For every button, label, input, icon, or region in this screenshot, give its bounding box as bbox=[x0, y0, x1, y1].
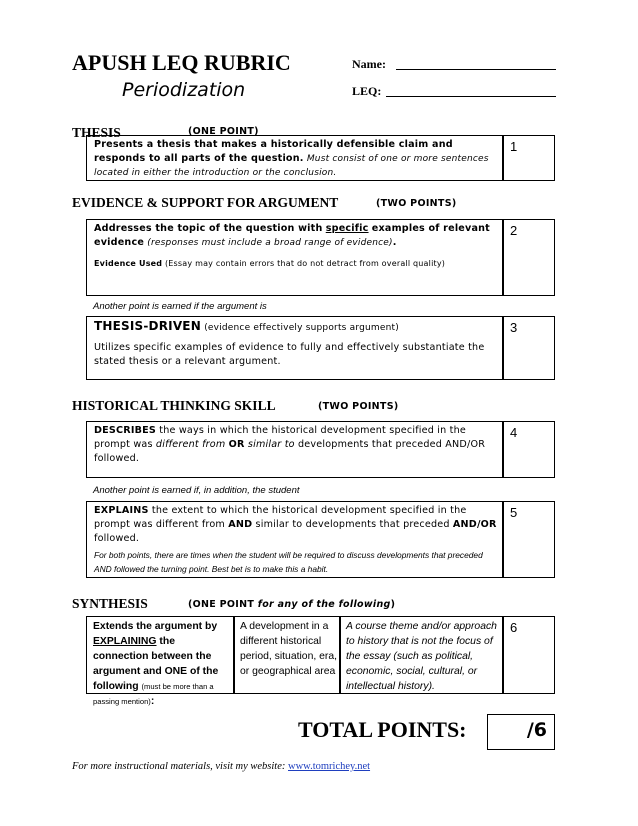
thesis-text: Presents a thesis that makes a historically defensible claim and responds to all parts of the question. bbox=[94, 139, 453, 164]
evidence-criteria-box bbox=[86, 219, 503, 296]
synthesis-col1-a: Extends the argument by bbox=[93, 621, 218, 632]
describes-or: OR bbox=[228, 439, 245, 450]
describes-similar: similar to bbox=[247, 439, 295, 450]
evidence-score-box-1[interactable] bbox=[503, 219, 555, 296]
describes-different: different from bbox=[155, 439, 226, 450]
total-box[interactable] bbox=[487, 714, 555, 750]
evidence-specific: specific bbox=[325, 223, 369, 234]
thesis-criteria-box bbox=[86, 135, 503, 181]
thesis-points: (ONE POINT) bbox=[188, 126, 259, 137]
evidence-text-a: Addresses the topic of the question with bbox=[94, 223, 323, 234]
explains-text-a: the extent to which the historical development specified in the prompt was different from bbox=[94, 505, 467, 530]
describes-text-a: the ways in which the historical development specified in the prompt was bbox=[94, 425, 467, 450]
htskill-score-box-1[interactable] bbox=[503, 421, 555, 478]
total-label: TOTAL POINTS: bbox=[298, 717, 467, 742]
htskill-score-number-1: 4 bbox=[510, 425, 518, 440]
thesis-score-box[interactable] bbox=[503, 135, 555, 181]
explains-box bbox=[86, 501, 503, 578]
explains-italic-note: For both points, there are times when the student will be required to discuss developments that preceded AND followed the turning point. Best bet is to make this a habit. bbox=[94, 550, 483, 574]
htskill-score-box-2[interactable] bbox=[503, 501, 555, 578]
synthesis-points-a: (ONE POINT bbox=[188, 599, 255, 610]
explains-text-b: similar to developments that preceded bbox=[255, 519, 450, 530]
name-field[interactable] bbox=[396, 58, 556, 70]
thesis-driven-paren: (evidence effectively supports argument) bbox=[204, 323, 399, 333]
synthesis-col1-small: (must be more than a passing mention) bbox=[93, 682, 214, 706]
synthesis-points-italic: for any of the following bbox=[257, 599, 391, 610]
synthesis-explaining: EXPLAINING bbox=[93, 636, 157, 647]
evidence-score-box-2[interactable] bbox=[503, 316, 555, 380]
synthesis-col2-text: A development in a different historical period, situation, era, or geographical area bbox=[240, 621, 338, 677]
footer bbox=[72, 761, 370, 772]
synthesis-points bbox=[188, 599, 395, 610]
synthesis-score-box[interactable] bbox=[503, 616, 555, 694]
evidence-title: EVIDENCE & SUPPORT FOR ARGUMENT bbox=[72, 195, 339, 210]
page-subtitle: Periodization bbox=[122, 79, 246, 101]
thesis-title: THESIS bbox=[72, 125, 121, 140]
total-value: /6 bbox=[526, 719, 547, 741]
leq-label: LEQ: bbox=[352, 84, 382, 98]
evidence-note: Another point is earned if the argument is bbox=[93, 301, 267, 312]
describes-label: DESCRIBES bbox=[94, 425, 156, 436]
describes-box bbox=[86, 421, 503, 478]
htskill-title: HISTORICAL THINKING SKILL bbox=[72, 398, 276, 413]
thesis-driven-title: THESIS-DRIVEN bbox=[94, 319, 201, 333]
explains-text-c: followed. bbox=[94, 533, 140, 544]
footer-link[interactable]: www.tomrichey.net bbox=[288, 761, 371, 772]
explains-and: AND bbox=[228, 519, 253, 530]
describes-text-b: developments that preceded AND/OR followed. bbox=[94, 439, 486, 464]
synthesis-points-b: ) bbox=[390, 599, 396, 610]
htskill-note: Another point is earned if, in addition, the student bbox=[93, 485, 300, 496]
evidence-score-number-2: 3 bbox=[510, 320, 518, 335]
evidence-text-b: examples of relevant evidence bbox=[94, 223, 490, 248]
evidence-end: . bbox=[392, 237, 397, 248]
leq-field[interactable] bbox=[386, 85, 556, 97]
htskill-score-number-2: 5 bbox=[510, 505, 518, 520]
htskill-points: (TWO POINTS) bbox=[318, 401, 399, 412]
synthesis-col3-text: A course theme and/or approach to history that is not the focus of the essay (such as political, economic, social, cultural, or intellectual history). bbox=[346, 621, 497, 692]
synthesis-col1-colon: : bbox=[150, 696, 155, 707]
thesis-note: Must consist of one or more sentences located in either the introduction or the conclusion. bbox=[94, 154, 489, 178]
footer-text: For more instructional materials, visit my website: bbox=[72, 761, 286, 772]
synthesis-col2 bbox=[234, 616, 340, 694]
evidence-italic: (responses must include a broad range of evidence) bbox=[147, 238, 393, 248]
name-label: Name: bbox=[352, 57, 386, 71]
thesis-driven-box bbox=[86, 316, 503, 380]
thesis-score-number: 1 bbox=[510, 139, 518, 154]
synthesis-col1-b: the connection between the argument and ONE of the following bbox=[93, 636, 219, 692]
evidence-used-label: Evidence Used bbox=[94, 259, 163, 268]
evidence-points: (TWO POINTS) bbox=[376, 198, 457, 209]
page-title: APUSH LEQ RUBRIC bbox=[72, 50, 291, 75]
evidence-score-number-1: 2 bbox=[510, 223, 518, 238]
thesis-driven-text: Utilizes specific examples of evidence to fully and effectively substantiate the stated thesis or a relevant argument. bbox=[94, 342, 485, 367]
evidence-used-text: (Essay may contain errors that do not detract from overall quality) bbox=[164, 259, 446, 268]
synthesis-score-number: 6 bbox=[510, 620, 518, 635]
synthesis-col1 bbox=[86, 616, 234, 707]
explains-label: EXPLAINS bbox=[94, 505, 149, 516]
explains-andor: AND/OR bbox=[452, 519, 497, 530]
synthesis-title: SYNTHESIS bbox=[72, 596, 148, 611]
synthesis-col3 bbox=[340, 616, 503, 694]
